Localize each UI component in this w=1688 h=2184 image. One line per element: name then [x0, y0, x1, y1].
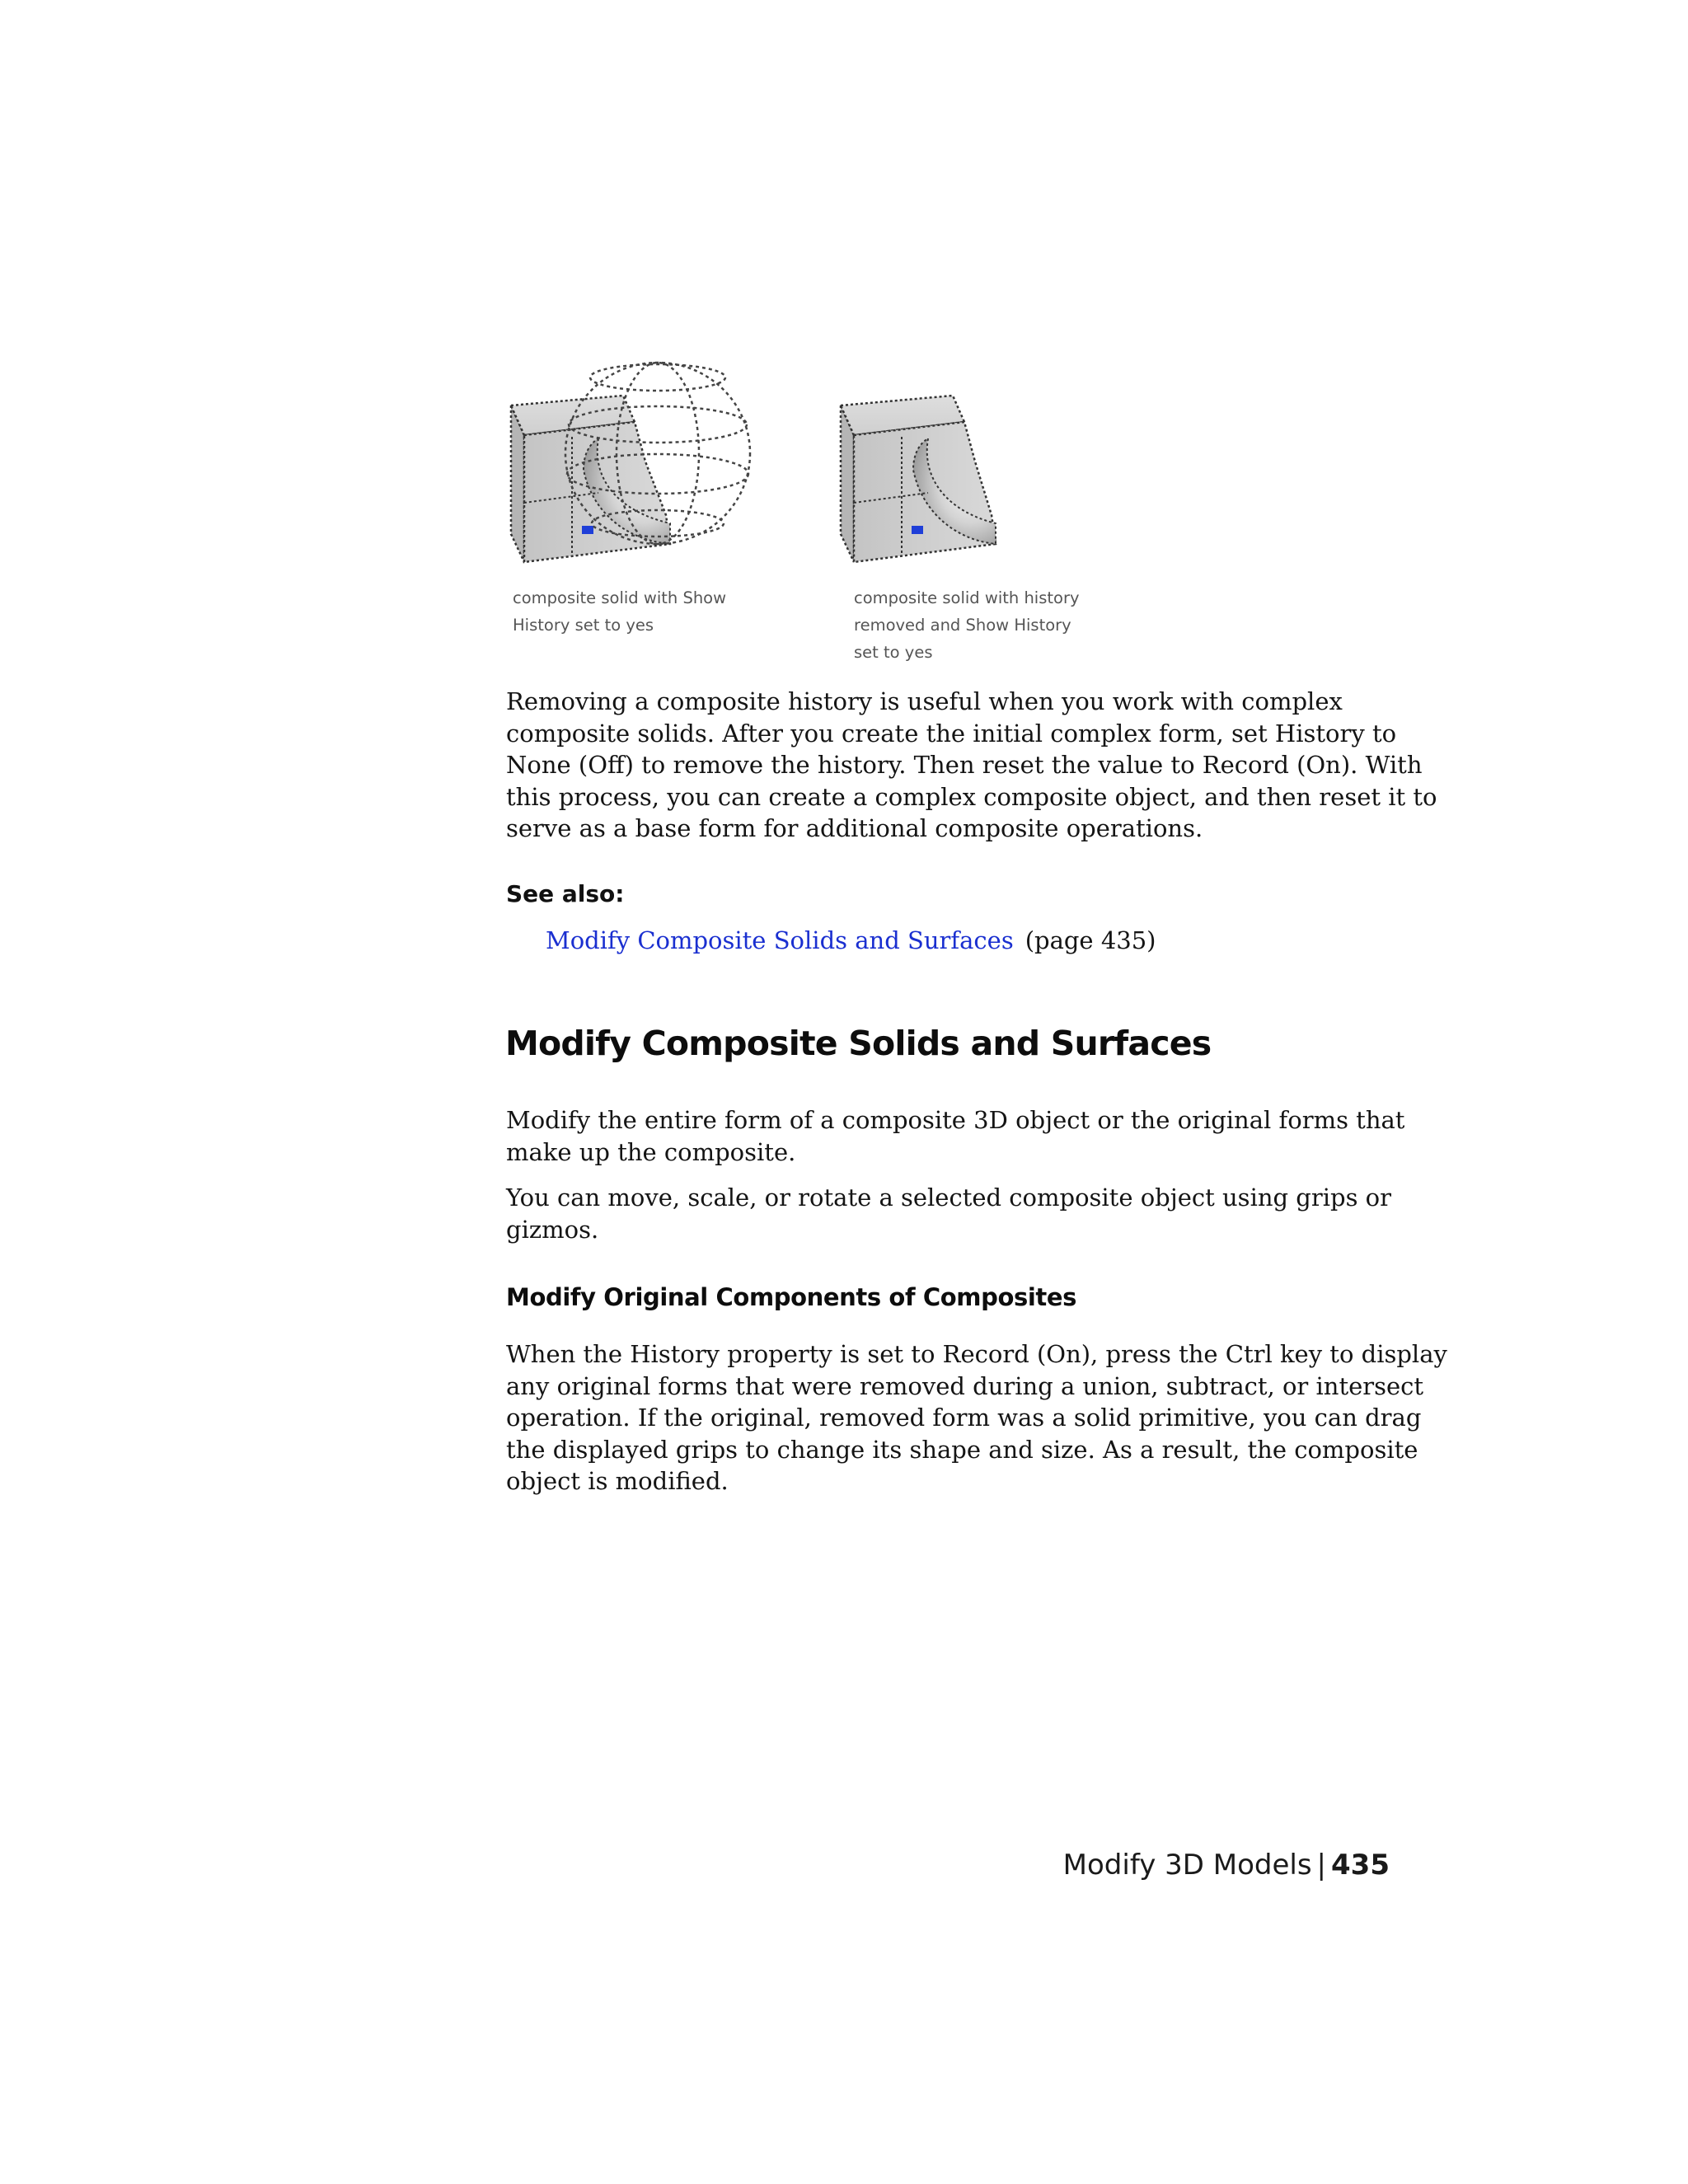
composite-solids-figure	[501, 346, 1095, 593]
section-paragraph-2	[506, 1182, 1396, 1245]
see-also-link[interactable]: Modify Composite Solids and Surfaces	[546, 926, 1014, 954]
paragraph-line: the displayed grips to change its shape and size. As a result, the composite	[506, 1435, 1418, 1464]
paragraph-line: gizmos.	[506, 1215, 599, 1244]
paragraph-line: any original forms that were removed during a union, subtract, or intersect	[506, 1371, 1424, 1400]
caption-line: composite solid with history	[854, 588, 1080, 607]
chapter-title: Modify 3D Models	[1062, 1849, 1312, 1882]
caption-line: composite solid with Show	[513, 588, 727, 607]
grip-icon[interactable]	[912, 526, 923, 534]
subsection-heading: Modify Original Components of Composites	[506, 1283, 1076, 1311]
intro-paragraph	[506, 686, 1437, 845]
composite-solids-illustration	[501, 346, 1095, 593]
page-number: 435	[1331, 1849, 1390, 1882]
footer-separator: |	[1316, 1849, 1327, 1882]
section-paragraph-1	[506, 1104, 1405, 1168]
caption-line: set to yes	[854, 643, 933, 662]
caption-line: History set to yes	[513, 616, 654, 635]
paragraph-line: You can move, scale, or rotate a selected composite object using grips or	[506, 1183, 1391, 1212]
paragraph-line: this process, you can create a complex composite object, and then reset it to	[506, 782, 1437, 811]
paragraph-line: serve as a base form for additional composite operations.	[506, 814, 1203, 842]
caption-line: removed and Show History	[854, 616, 1071, 635]
paragraph-line: make up the composite.	[506, 1137, 796, 1166]
see-also-reference	[546, 925, 1156, 956]
right-composite-solid	[841, 396, 996, 562]
paragraph-line: operation. If the original, removed form was a solid primitive, you can drag	[506, 1404, 1422, 1432]
paragraph-line: None (Off) to remove the history. Then reset the value to Record (On). With	[506, 751, 1423, 779]
section-heading: Modify Composite Solids and Surfaces	[505, 1024, 1212, 1063]
paragraph-line: composite solids. After you create the initial complex form, set History to	[506, 719, 1397, 748]
figure-caption-right	[854, 584, 1101, 666]
figure-caption-left	[513, 584, 760, 639]
paragraph-line: Removing a composite history is useful when you work with complex	[506, 687, 1343, 715]
paragraph-line: object is modified.	[506, 1467, 729, 1495]
see-also-label: See also:	[506, 880, 625, 907]
page-reference: (page 435)	[1025, 926, 1156, 954]
page-footer	[1063, 1846, 1390, 1884]
paragraph-line: When the History property is set to Record (On), press the Ctrl key to display	[506, 1340, 1447, 1368]
paragraph-line: Modify the entire form of a composite 3D object or the original forms that	[506, 1106, 1405, 1134]
section-paragraph-3	[506, 1338, 1447, 1497]
grip-icon[interactable]	[582, 526, 593, 534]
left-composite-solid	[511, 363, 750, 562]
